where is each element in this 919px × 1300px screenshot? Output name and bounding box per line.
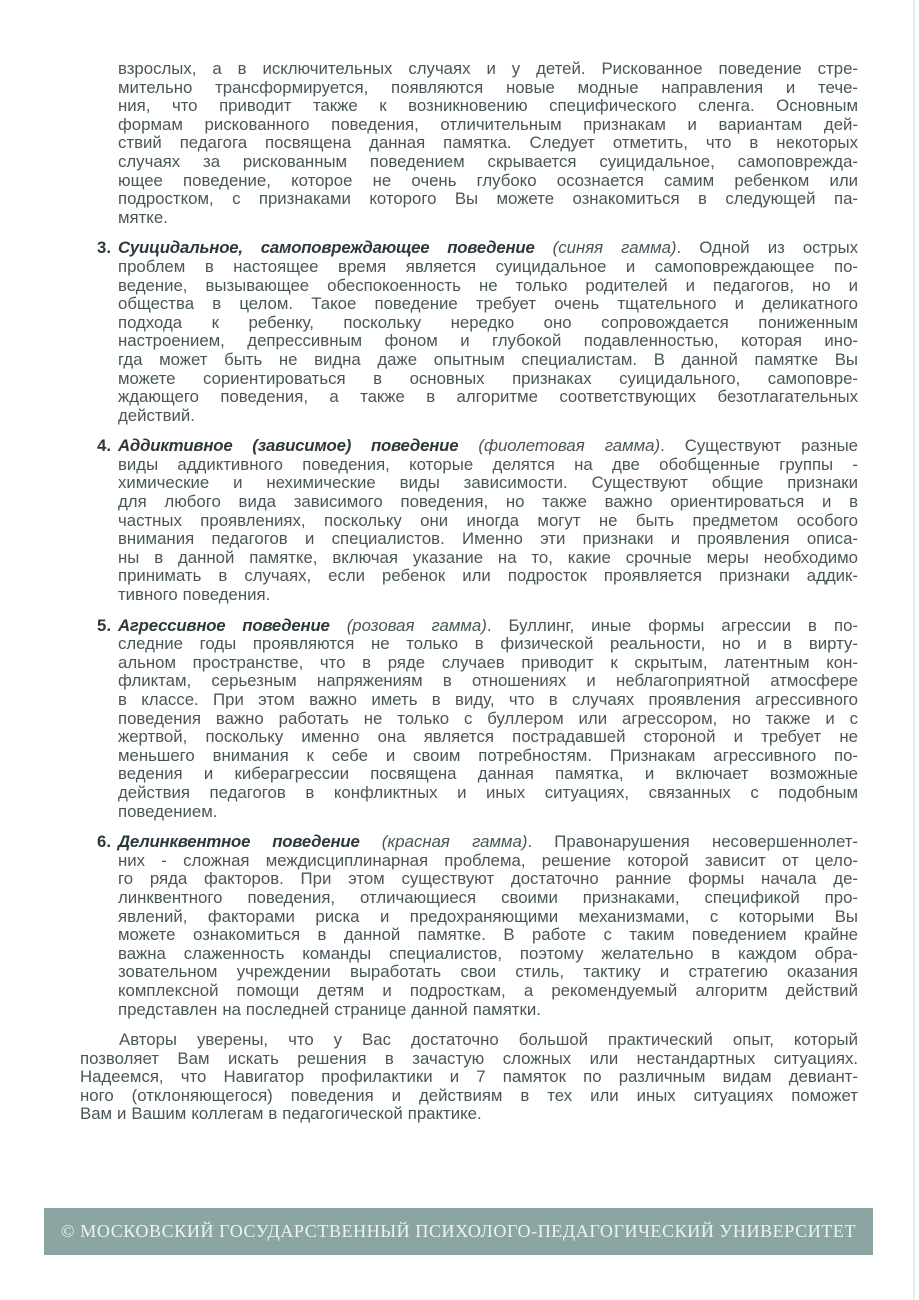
list-item-title: Аддиктивное (зависимое) поведение	[118, 436, 459, 456]
text-line: взрослых, а в исключительных случаях и у детей. Рискованное поведение стре-	[118, 59, 858, 78]
text-line: подростком, с признаками которого Вы можете ознакомиться в следующей па-	[118, 189, 858, 209]
list-item-number: 5.	[97, 615, 111, 635]
copyright-text: © МОСКОВСКИЙ ГОСУДАРСТВЕННЫЙ ПСИХОЛОГО-ПЕДАГОГИЧЕСКИЙ УНИВЕРСИТЕТ	[60, 1221, 857, 1241]
scan-edge-artifact	[913, 0, 915, 1300]
gamma-label: (красная гамма)	[381, 832, 528, 852]
text-line: случаях за рискованным поведением скрывается суицидальное, самоповрежда-	[118, 151, 858, 171]
list-item-body	[118, 852, 858, 1001]
text-line: ждающего поведения, а также в алгоритме соответствующих безотлагательных	[118, 387, 858, 407]
list-item-first-line	[97, 832, 858, 852]
text-line: настроением, депрессивным фоном и глубокой подавленностью, которая ино-	[118, 331, 858, 351]
text-line: важна слаженность команды специалистов, поэтому желательно в каждом обра-	[118, 943, 858, 963]
list-item-first-line	[97, 436, 858, 456]
text-line: го ряда факторов. При этом существуют достаточно ранние формы начала де-	[118, 869, 858, 889]
text-line: подхода к ребенку, поскольку нередко оно сопровождается пониженным	[118, 312, 858, 332]
text-line: мительно трансформируется, появляются новые модные направления и тече-	[118, 77, 858, 97]
text-line: следние годы проявляются не только в физической реальности, но и в вирту-	[118, 634, 858, 654]
text-line: ведение, вызывающее обеспокоенность не только родителей и педагогов, но и	[118, 275, 858, 295]
text-line: внимания педагогов и специалистов. Именно эти признаки и проявления описа-	[118, 529, 858, 549]
text-line: ствий педагога посвящена данная памятка. Следует отметить, что в некоторых	[118, 133, 858, 153]
list-item-body	[118, 456, 858, 586]
text-content	[80, 60, 858, 1124]
text-line: них - сложная междисциплинарная проблема, решение которой зависит от цело-	[118, 850, 858, 870]
gamma-label: (синяя гамма)	[552, 238, 677, 258]
text-line: формам рискованного поведения, отличительным признакам и вариантам дей-	[118, 114, 858, 134]
gamma-label: (фиолетовая гамма)	[478, 436, 661, 456]
text-line: линквентного поведения, отличающиеся своими признаками, спецификой про-	[118, 887, 858, 907]
text-line: виды аддиктивного поведения, которые делятся на две обобщенные группы -	[118, 454, 858, 474]
list-item-first-line	[97, 238, 859, 258]
list-item-number: 4.	[97, 436, 111, 456]
text-line: гда может быть не видна даже опытным специалистам. В данной памятке Вы	[118, 349, 858, 369]
text-line: ющее поведение, которое не очень глубоко осознается самим ребенком или	[118, 170, 858, 190]
text-line: действий.	[118, 405, 195, 425]
text-line: жертвой, поскольку именно она является пострадавшей стороной и требует не	[118, 727, 858, 747]
text-line: мятке.	[118, 207, 168, 227]
gamma-label: (розовая гамма)	[346, 615, 487, 635]
list-item-first-line-rest: . Буллинг, иные формы агрессии в по-	[486, 615, 859, 635]
list-item-title: Агрессивное поведение	[118, 615, 330, 635]
list-item-body	[118, 635, 858, 802]
intro-paragraph	[118, 60, 858, 227]
list-item-delinquent	[97, 833, 858, 1019]
list-item-addictive	[97, 437, 858, 604]
text-line: ния, что приводит также к возникновению специфического сленга. Основным	[118, 96, 858, 116]
list-item-number: 3.	[97, 238, 111, 258]
closing-paragraph-lines	[80, 1050, 858, 1106]
list-item-first-line-rest: . Одной из острых	[676, 238, 859, 258]
list-item-number: 6.	[97, 832, 111, 852]
list-item-first-line	[97, 615, 859, 636]
text-line: проблем в настоящее время является суицидальное и самоповреждающее по-	[118, 256, 858, 276]
text-line: комплексной помощи детям и подросткам, а рекомендуемый алгоритм действий	[118, 980, 858, 1000]
text-line: можете ознакомиться в данной памятке. В работе с таким поведением крайне	[118, 925, 858, 945]
text-line: в классе. При этом важно иметь в виду, что в случаях проявления агрессивного	[118, 690, 858, 709]
footer-banner	[44, 1208, 873, 1255]
text-line: Вам и Вашим коллегам в педагогической практике.	[80, 1104, 482, 1124]
text-line: ного (отклоняющегося) поведения и действиям в тех или иных ситуациях поможет	[80, 1085, 858, 1105]
text-line: химические и нехимические виды зависимости. Существуют общие признаки	[118, 473, 858, 493]
text-line: позволяет Вам искать решения в зачастую сложных или нестандартных ситуациях.	[80, 1048, 858, 1068]
text-line: Надеемся, что Навигатор профилактики и 7 памяток по различным видам девиант-	[80, 1067, 858, 1087]
list-item-title: Суицидальное, самоповреждающее поведение	[118, 238, 535, 258]
text-line: общества в целом. Такое поведение требует очень тщательного и деликатного	[118, 294, 858, 314]
text-line: ведения и киберагрессии посвящена данная памятка, и включает возможные	[118, 764, 858, 784]
list-item-body	[118, 258, 858, 407]
text-line: меньшего внимания к себе и своим потребностям. Признакам агрессивного по-	[118, 745, 858, 765]
text-line: действия педагогов в конфликтных и иных ситуациях, связанных с подобным	[118, 782, 858, 802]
text-line: поведением.	[118, 801, 218, 821]
list-item-suicidal	[97, 239, 858, 425]
text-line: фликтам, серьезным напряжениям в отношениях и неблагоприятной атмосфере	[118, 671, 858, 691]
text-line: принимать в случаях, если ребенок или подросток проявляется признаки аддик-	[118, 566, 858, 586]
text-line: зовательном учреждении выработать свои стиль, тактику и стратегию оказания	[118, 962, 858, 982]
text-line: представлен на последней странице данной памятки.	[118, 999, 541, 1019]
text-line: тивного поведения.	[118, 585, 271, 605]
list-item-first-line-rest: . Правонарушения несовершеннолет-	[527, 832, 858, 852]
text-line: можете сориентироваться в основных признаках суицидального, самоповре-	[118, 368, 858, 388]
text-line: для любого вида зависимого поведения, но также важно ориентироваться и в	[118, 492, 858, 512]
text-line: альном пространстве, что в ряде случаев приводит к скрытым, латентным кон-	[118, 652, 858, 672]
intro-paragraph-lines	[118, 60, 858, 209]
list-item-aggressive	[97, 617, 858, 822]
text-line: ны в данной памятке, включая указание на то, какие срочные меры необходимо	[118, 547, 858, 567]
text-line: Авторы уверены, что у Вас достаточно большой практический опыт, который	[119, 1030, 858, 1050]
text-line: поведения важно работать не только с буллером или агрессором, но также и с	[118, 708, 858, 728]
list-item-first-line-rest: . Существуют разные	[660, 436, 858, 456]
text-line: частных проявлениях, поскольку они иногда могут не быть предметом особого	[118, 510, 858, 530]
text-line: явлений, факторами риска и предохраняющими механизмами, с которыми Вы	[118, 906, 858, 926]
list-item-title: Делинквентное поведение	[118, 832, 360, 852]
closing-paragraph	[80, 1031, 858, 1124]
